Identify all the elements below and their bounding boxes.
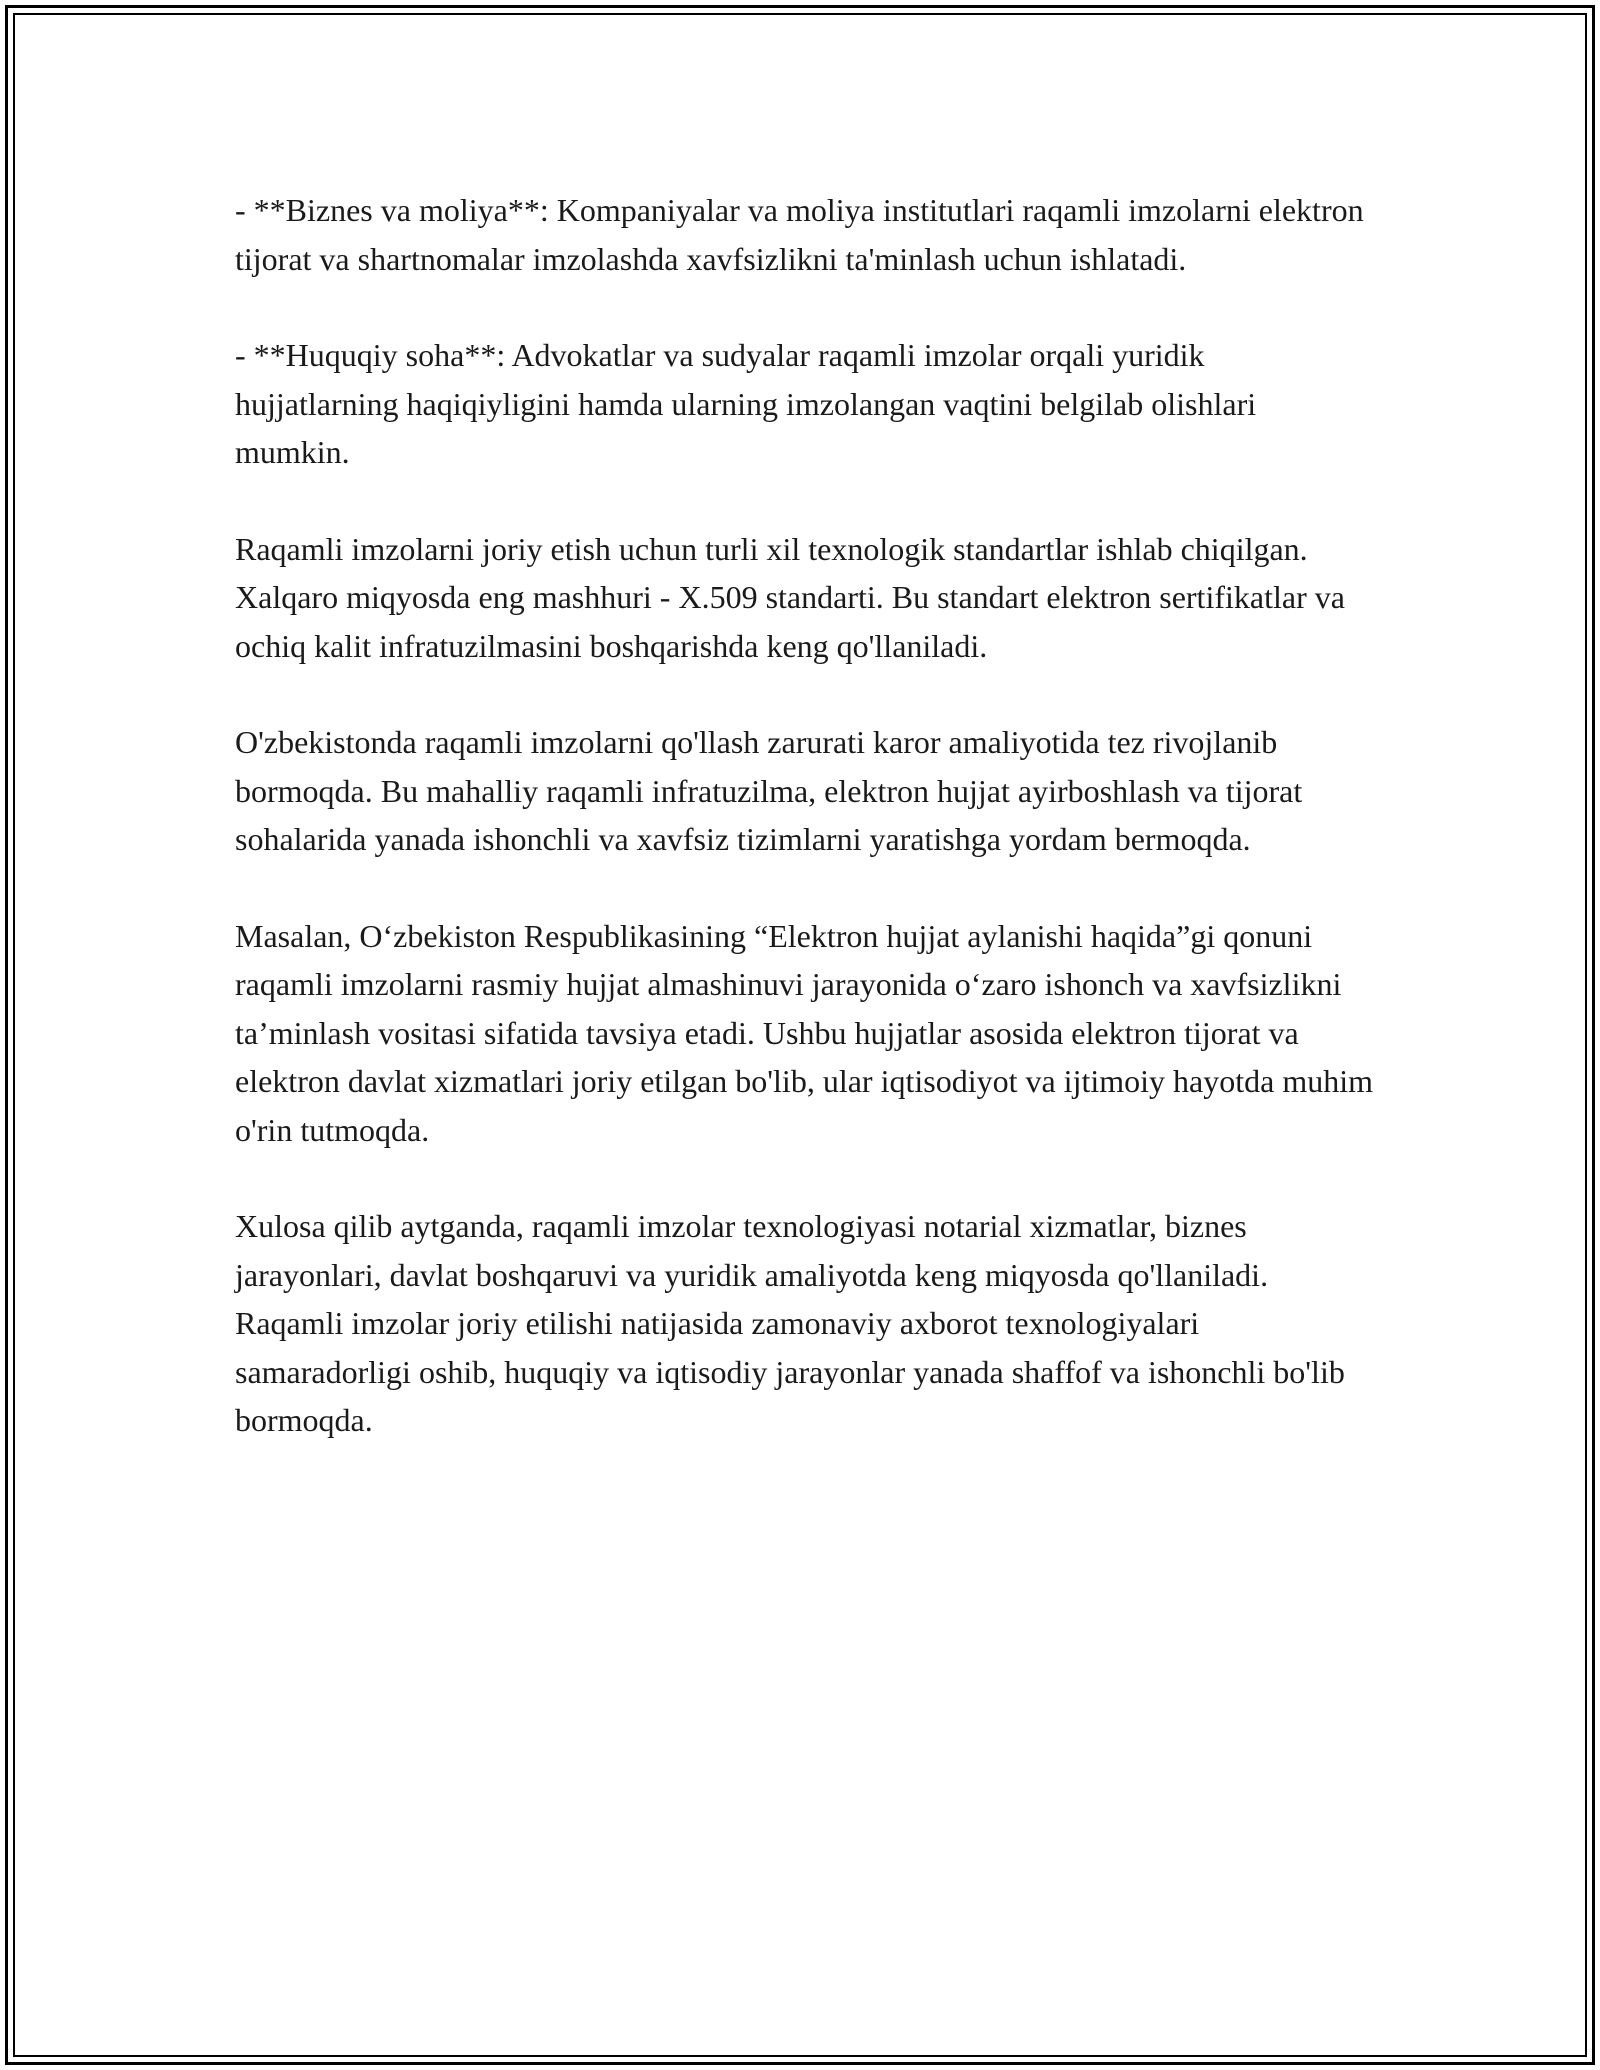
paragraph-legal-field: - **Huquqiy soha**: Advokatlar va sudyalar raqamli imzolar orqali yuridik hujjatlarning haqiqiyligini hamda ularning imzolangan vaqtini belgilab olishlari mumkin. <box>235 337 1257 470</box>
paragraph-conclusion: Xulosa qilib aytganda, raqamli imzolar texnologiyasi notarial xizmatlar, biznes jarayonlari, davlat boshqaruvi va yuridik amaliyotda keng miqyosda qo'llaniladi. Raqamli imzolar joriy etilishi natijasida zamonaviy axborot texnologiyalari samaradorligi oshib, huquqiy va iqtisodiy jarayonlar yanada shaffof va ishonchli bo'lib bormoqda. <box>235 1208 1345 1438</box>
paragraph-standards: Raqamli imzolarni joriy etish uchun turli xil texnologik standartlar ishlab chiqilgan. Xalqaro miqyosda eng mashhuri - X.509 standarti. Bu standart elektron sertifikatlar va ochiq kalit infratuzilmasini boshqarishda keng qo'llaniladi. <box>235 530 1345 664</box>
paragraph-uzbekistan-adoption: O'zbekistonda raqamli imzolarni qo'llash zarurati karor amaliyotida tez rivojlanib bormoqda. Bu mahalliy raqamli infratuzilma, elektron hujjat ayirboshlash va tijorat sohalarida yanada ishonchli va xavfsiz tizimlarni yaratishga yordam bermoqda. <box>235 724 1303 857</box>
paragraph-law-example: Masalan, O‘zbekiston Respublikasining “Elektron hujjat aylanishi haqida”gi qonuni raqamli imzolarni rasmiy hujjat almashinuvi jarayonida o‘zaro ishonch va xavfsizlikni ta’minlash vositasi sifatida tavsiya etadi. Ushbu hujjatlar asosida elektron tijorat va elektron davlat xizmatlari joriy etilgan bo'lib, ular iqtisodiyot va ijtimoiy hayotda muhim o'rin tutmoqda. <box>235 917 1373 1148</box>
paragraph-business-finance: - **Biznes va moliya**: Kompaniyalar va moliya institutlari raqamli imzolarni elektron tijorat va shartnomalar imzolashda xavfsizlikni ta'minlash uchun ishlatadi. <box>235 192 1364 277</box>
document-body <box>235 186 1375 1493</box>
